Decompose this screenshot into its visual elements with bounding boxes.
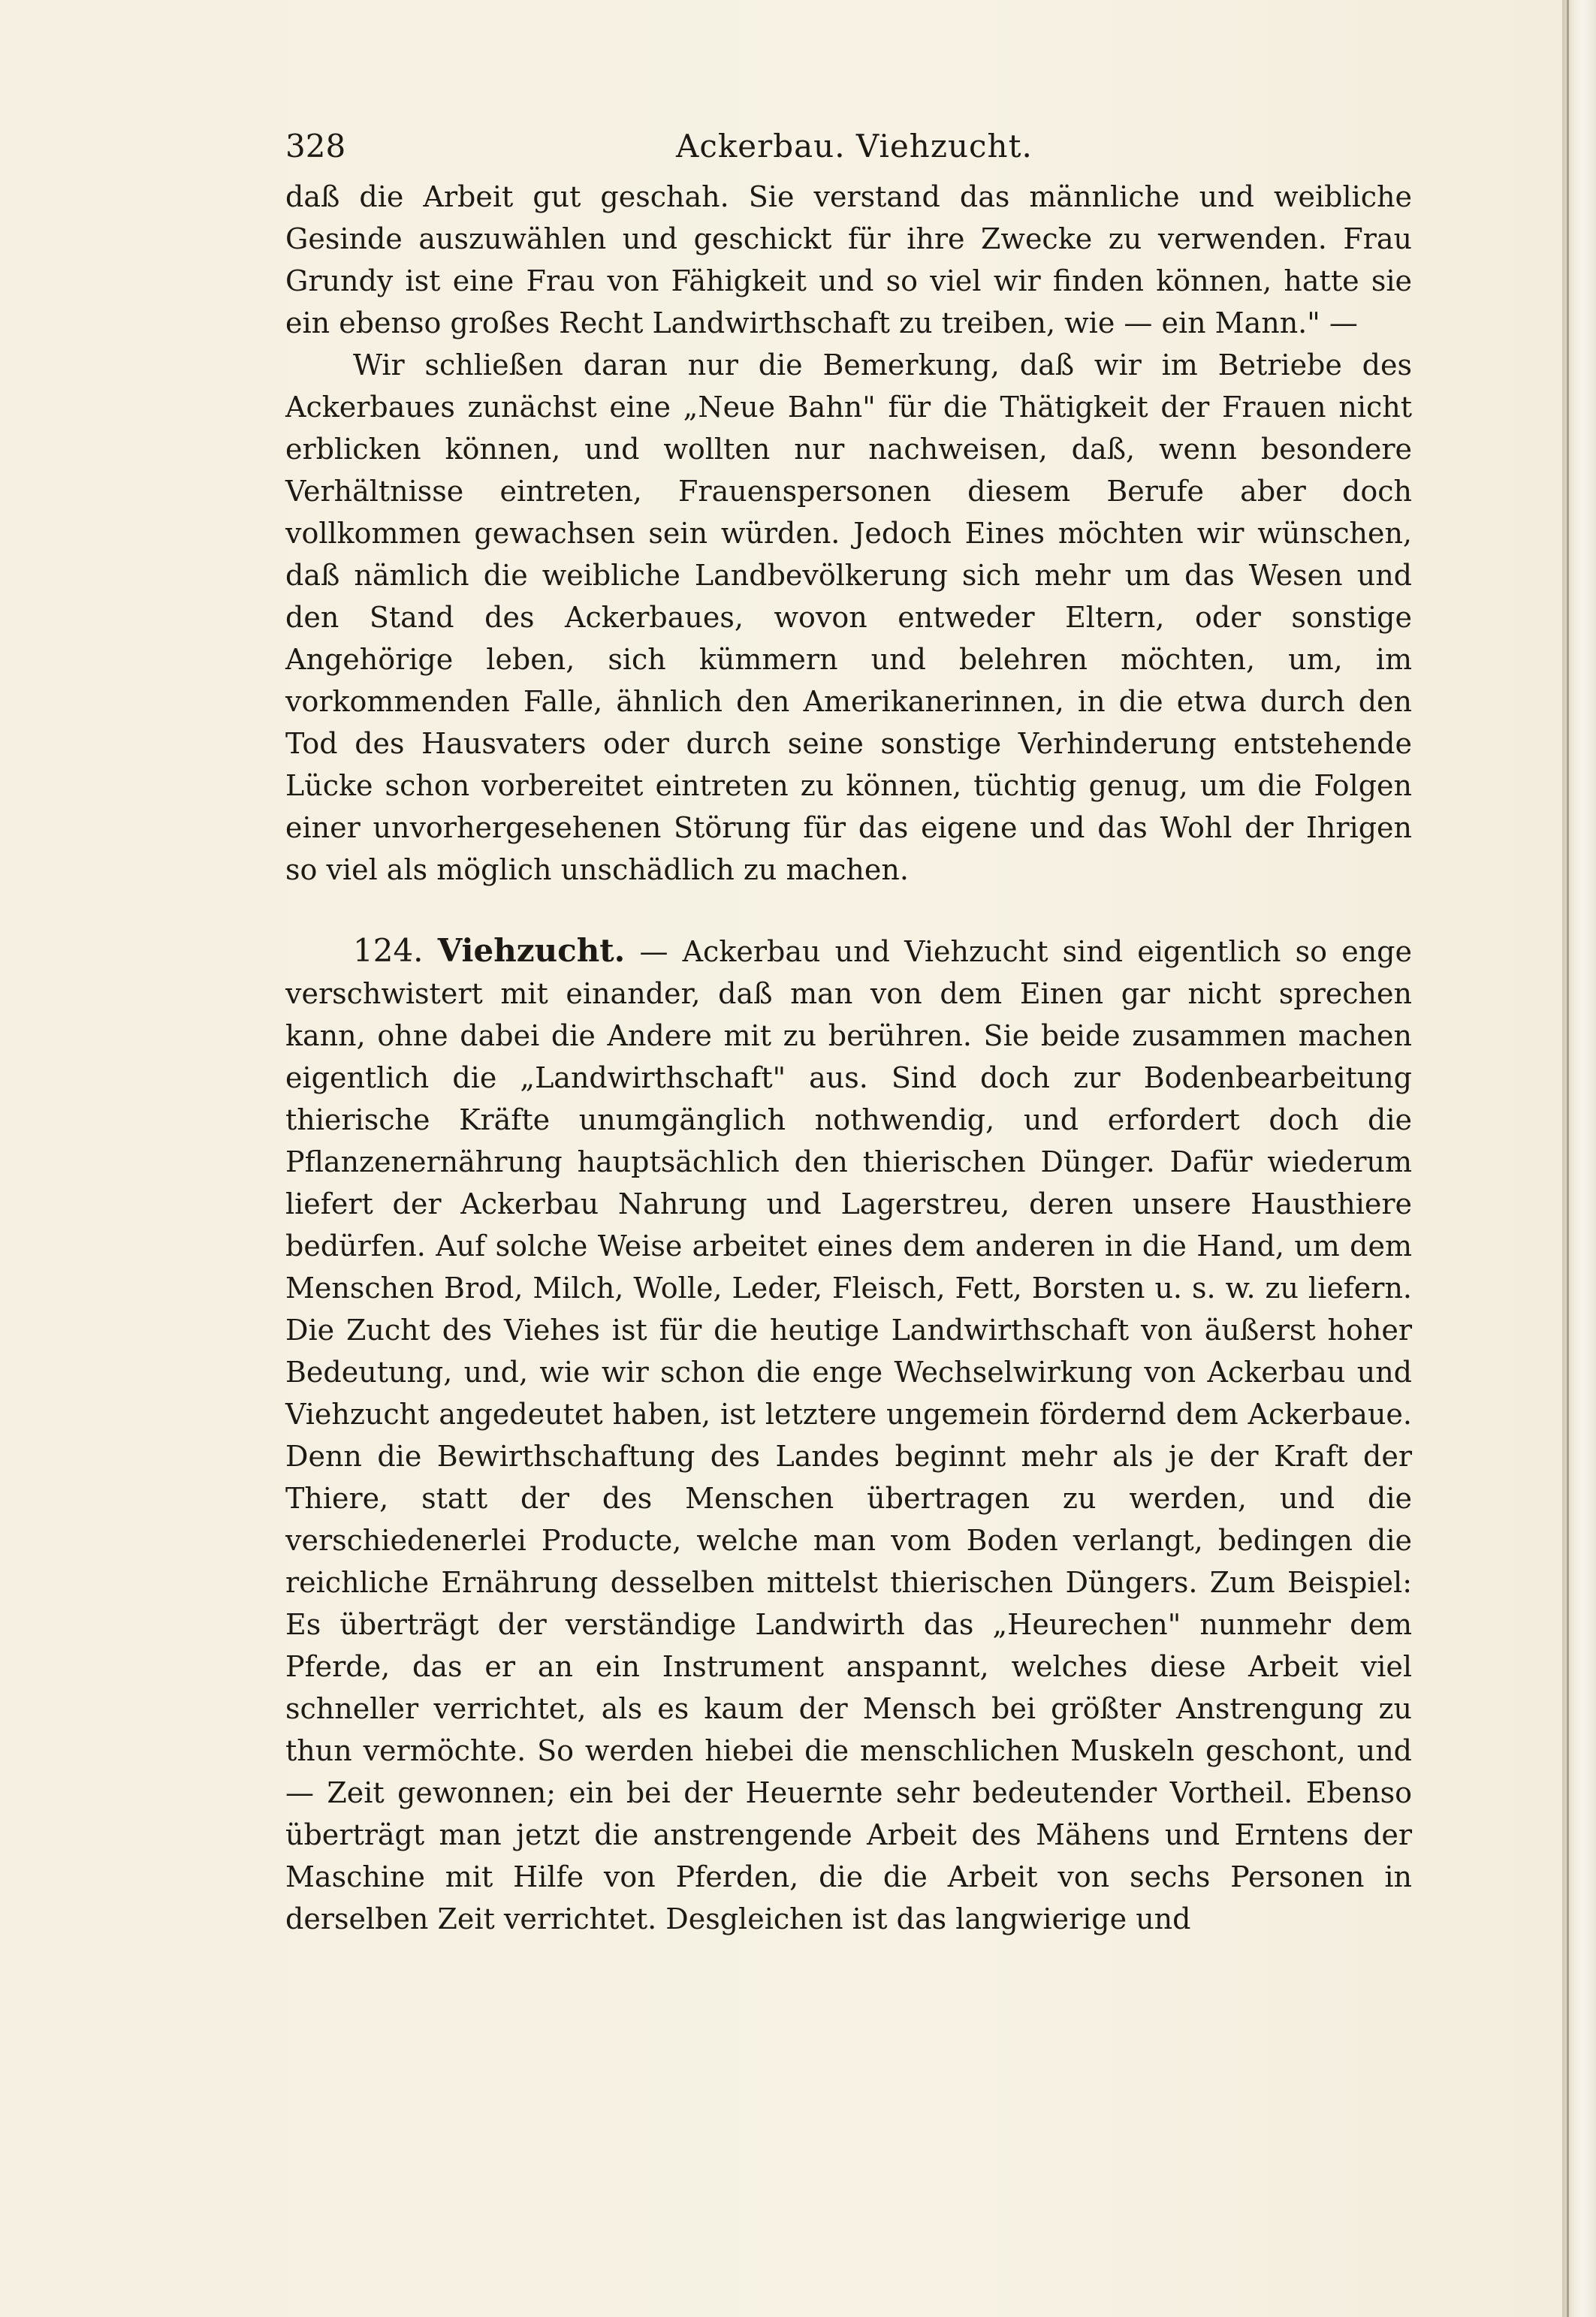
page-edge (1562, 0, 1596, 2317)
running-head (285, 120, 1412, 173)
paragraph-remark: Wir schließen daran nur die Bemerkung, daß wir im Betriebe des Ackerbaues zunächst eine „Neue Bahn" für die Thätigkeit der Frauen nicht erblicken können, und wollten nur nachweisen, daß, wenn besondere Verhältnisse eintreten, Frauenspersonen diesem Berufe aber doch vollkommen gewachsen sein würden. Jedoch Eines möchten wir wünschen, daß nämlich die weibliche Landbevölkerung sich mehr um das Wesen und den Stand des Ackerbaues, wovon entweder Eltern, oder sonstige Angehörige leben, sich kümmern und belehren möchten, um, im vorkommenden Falle, ähnlich den Amerikanerinnen, in die etwa durch den Tod des Hausvaters oder durch seine sonstige Verhinderung entstehende Lücke schon vorbereitet eintreten zu können, tüchtig genug, um die Folgen einer unvorhergesehenen Störung für das eigene und das Wohl der Ihrigen so viel als möglich unschädlich zu machen. (285, 348, 1412, 886)
section-title: Viehzucht. (437, 932, 626, 969)
running-title: Ackerbau. Viehzucht. (676, 128, 1033, 164)
page-number: 328 (285, 128, 346, 164)
section-number: 124. (353, 932, 424, 969)
section-text: — Ackerbau und Viehzucht sind eigentlich so enge verschwistert mit einander, daß man von dem Einen gar nicht sprechen kann, ohne dabei die Andere mit zu berühren. Sie beide zusammen machen eigentlich die „Landwirthschaft" aus. Sind doch zur Bodenbearbeitung thierische Kräfte unumgänglich nothwendig, und erfordert doch die Pflanzenernährung hauptsächlich den thierischen Dünger. Dafür wiederum liefert der Ackerbau Nahrung und Lagerstreu, deren unsere Hausthiere bedürfen. Auf solche Weise arbeitet eines dem anderen in die Hand, um dem Menschen Brod, Milch, Wolle, Leder, Fleisch, Fett, Borsten u. s. w. zu liefern. Die Zucht des Viehes ist für die heutige Landwirthschaft von äußerst hoher Bedeutung, und, wie wir schon die enge Wechselwirkung von Ackerbau und Viehzucht angedeutet haben, ist letztere ungemein fördernd dem Ackerbaue. Denn die Bewirthschaftung des Landes beginnt mehr als je der Kraft der Thiere, statt der des Menschen übertragen zu werden, und die verschiedenerlei Producte, welche man vom Boden verlangt, bedingen die reichliche Ernährung desselben mittelst thierischen Düngers. Zum Beispiel: Es überträgt der verständige Landwirth das „Heurechen" nunmehr dem Pferde, das er an ein Instrument anspannt, welches diese Arbeit viel schneller verrichtet, als es kaum der Mensch bei größter Anstrengung zu thun vermöchte. So werden hiebei die menschlichen Muskeln geschont, und — Zeit gewonnen; ein bei der Heuernte sehr bedeutender Vortheil. Ebenso überträgt man jetzt die anstrengende Arbeit des Mähens und Erntens der Maschine mit Hilfe von Pferden, die die Arbeit von sechs Personen in derselben Zeit verrichtet. Desgleichen ist das langwierige und (285, 935, 1412, 1935)
section-paragraph (285, 930, 1412, 1940)
paragraph-continued: daß die Arbeit gut geschah. Sie verstand das männliche und weibliche Gesinde auszuwählen und geschickt für ihre Zwecke zu verwenden. Frau Grundy ist eine Frau von Fähigkeit und so viel wir finden können, hatte sie ein ebenso großes Recht Landwirthschaft zu treiben, wie — ein Mann." — (285, 180, 1412, 339)
text-block (285, 120, 1412, 1940)
